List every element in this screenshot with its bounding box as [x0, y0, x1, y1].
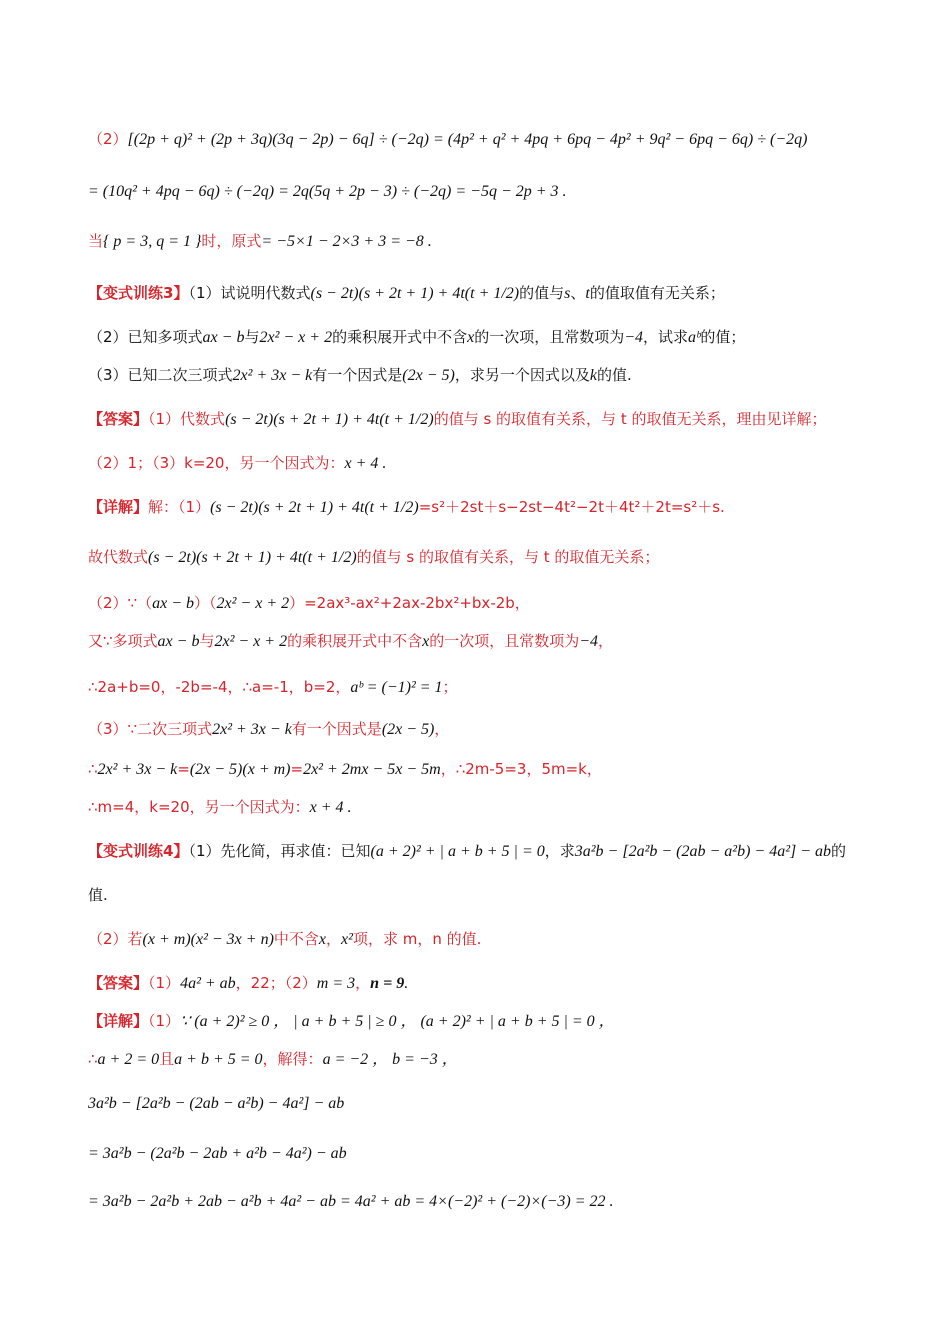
text-run: ，求另一个因式以及 [454, 366, 590, 384]
text-run: 【答案】 [88, 974, 149, 992]
text-line-l21 [88, 1010, 890, 1033]
text-run: a + 2 = 0 [97, 1051, 160, 1068]
text-line-l11 [88, 592, 890, 615]
text-run: = −5×1 − 2×3 + 3 = −8 . [261, 233, 432, 250]
text-run: (2x − 5) [402, 367, 455, 384]
text-run: m = 3 [316, 975, 356, 992]
text-run: ， [326, 930, 342, 948]
text-line-l10 [88, 546, 890, 569]
text-run: 中不含 [273, 930, 319, 948]
text-run: 3a²b − [2a²b − (2ab − a²b) − 4a²] − ab [88, 1095, 345, 1112]
text-run: a + b + 5 = 0 [174, 1051, 263, 1068]
text-run: k [589, 367, 597, 384]
text-run: 的 [831, 842, 847, 860]
text-run: t [585, 285, 590, 302]
text-line-l17 [88, 840, 890, 863]
text-line-l15 [88, 758, 890, 781]
text-run: { p = 3, q = 1 } [103, 233, 202, 250]
text-run: （2） [88, 130, 128, 148]
text-run: ； [442, 678, 458, 696]
text-run: (s − 2t)(s + 2t + 1) + 4t(t + 1/2) [148, 549, 357, 566]
text-run: 的值. [596, 366, 632, 384]
text-run: aᵇ = (−1)² = 1 [350, 679, 443, 696]
text-run: = (10q² + 4pq − 6q) ÷ (−2q) = 2q(5q + 2p − 3) ÷ (−2q) = −5q − 2p + 3 . [88, 183, 567, 200]
text-run: 、 [570, 284, 586, 302]
text-line-l19 [88, 928, 890, 951]
text-run: ）=2ax³-ax²+2ax-2bx²+bx-2b， [289, 594, 530, 612]
text-run: . [404, 975, 409, 992]
text-run: 又∵多项式 [88, 632, 158, 650]
text-line-l7 [88, 408, 890, 431]
text-run: n = 9 [370, 975, 405, 992]
text-line-l22 [88, 1048, 890, 1071]
text-run: x + 4 . [309, 799, 352, 816]
text-run: 的值与 [519, 284, 565, 302]
text-run: 2x² + 3x − k [232, 367, 313, 384]
text-line-l8 [88, 452, 890, 475]
text-run: 的一次项，且常数项为 [429, 632, 580, 650]
text-run: =s²＋2st＋s−2st−4t²−2t＋4t²＋2t=s²＋s. [418, 498, 725, 516]
text-run: s [564, 285, 571, 302]
text-run: ax − b [202, 329, 245, 346]
text-run: 的值； [700, 328, 746, 346]
text-run: 与 [244, 328, 260, 346]
text-line-l5 [88, 326, 890, 349]
text-run: = [290, 760, 304, 778]
text-run: 2x² − x + 2 [216, 595, 290, 612]
text-line-l1 [88, 128, 890, 151]
text-line-l16 [88, 796, 890, 819]
text-run: （1） [148, 974, 181, 992]
text-run: ∴ [88, 760, 98, 778]
text-run: x [422, 633, 430, 650]
text-line-l25 [88, 1190, 890, 1213]
text-run: −4 [624, 329, 643, 346]
text-run: 的乘积展开式中不含 [332, 328, 468, 346]
text-run: （2）已知多项式 [88, 328, 203, 346]
text-run: （3）已知二次三项式 [88, 366, 233, 384]
text-run: （1）先化简，再求值：已知 [188, 842, 371, 860]
text-run: [(2p + q)² + (2p + 3q)(3q − 2p) − 6q] ÷ (−2q) = (4p² + q² + 4pq + 6pq − 4p² + 9q² − 6pq − 6q) ÷ (−2q) [127, 131, 808, 148]
text-run: 值. [88, 886, 108, 904]
text-run: x + 4 . [344, 455, 387, 472]
text-run: 【变式训练4】 [88, 842, 189, 860]
text-run: 时，原式 [201, 232, 262, 250]
text-run: ∴ [88, 1050, 98, 1068]
text-run: 【答案】 [88, 410, 149, 428]
text-run: = 3a²b − 2a²b + 2ab − a²b + 4a² − ab = 4a² + ab = 4×(−2)² + (−2)×(−3) = 22 . [88, 1193, 614, 1210]
text-run: 项，求 m，n 的值. [352, 930, 482, 948]
text-run: 与 [199, 632, 215, 650]
text-run: (s − 2t)(s + 2t + 1) + 4t(t + 1/2) [310, 285, 520, 302]
text-run: 4a² + ab [180, 975, 236, 992]
text-run: 2x² − x + 2 [214, 633, 288, 650]
text-run: 2x² + 3x − k [97, 761, 178, 778]
text-line-l12 [88, 630, 890, 653]
text-line-l13 [88, 676, 890, 699]
text-line-l14 [88, 718, 890, 741]
text-run: (2x − 5)(x + m) [189, 761, 291, 778]
text-run: ax − b [152, 595, 194, 612]
text-run: ，解得： [262, 1050, 323, 1068]
text-line-l24 [88, 1142, 890, 1165]
text-run: （3）∵二次三项式 [88, 720, 213, 738]
text-line-l2 [88, 180, 890, 203]
text-run: ，求 [544, 842, 575, 860]
text-run: ，∴2m-5=3，5m=k， [440, 760, 602, 778]
text-run: 3a²b − [2a²b − (2ab − a²b) − 4a²] − ab [574, 843, 832, 860]
text-run: （2）若 [88, 930, 143, 948]
text-run: 2x² + 3x − k [212, 721, 292, 738]
text-run: ax − b [157, 633, 200, 650]
text-line-l3 [88, 230, 890, 253]
text-run: ，试求 [643, 328, 689, 346]
text-run: (a + 2)² + | a + b + 5 | = 0 [370, 843, 545, 860]
text-run: x [318, 931, 327, 948]
text-run: = [177, 760, 190, 778]
text-run: （2）∵（ [88, 594, 153, 612]
text-run: ∴2a+b=0，-2b=-4，∴a=-1，b=2， [88, 678, 351, 696]
text-run: 的值取值有无关系； [589, 284, 725, 302]
text-line-l23 [88, 1092, 890, 1115]
text-line-l6 [88, 364, 890, 387]
text-line-l18 [88, 884, 890, 906]
text-run: 【变式训练3】 [88, 284, 189, 302]
text-run: (2x − 5) [381, 721, 435, 738]
text-line-l9 [88, 496, 890, 519]
text-run: 2x² − x + 2 [259, 329, 333, 346]
text-run: ∴m=4，k=20，另一个因式为： [88, 798, 310, 816]
text-run: ， [598, 632, 614, 650]
text-run: 【详解】 [88, 498, 149, 516]
text-run: 的值与 s 的取值有关系，与 t 的取值无关系； [356, 548, 660, 566]
text-run: x [467, 329, 475, 346]
text-run: 故代数式 [88, 548, 149, 566]
text-run: ， [434, 720, 450, 738]
text-run: 的乘积展开式中不含 [287, 632, 423, 650]
text-run: 当 [88, 232, 104, 250]
text-run: 【详解】 [88, 1012, 149, 1030]
text-run: ，22；（2） [235, 974, 317, 992]
text-run: 且 [159, 1050, 175, 1068]
text-run: −4 [579, 633, 598, 650]
text-run: (s − 2t)(s + 2t + 1) + 4t(t + 1/2) [210, 499, 419, 516]
text-run: 解：（1） [148, 498, 211, 516]
text-run: （1）代数式 [148, 410, 226, 428]
text-run: x² [341, 931, 353, 948]
text-run: 的一次项，且常数项为 [474, 328, 625, 346]
text-line-l20 [88, 972, 890, 995]
text-run: (x + m)(x² − 3x + n) [142, 931, 274, 948]
text-run: 有一个因式是 [291, 720, 382, 738]
text-run: = 3a²b − (2a²b − 2ab + a²b − 4a²) − ab [88, 1145, 347, 1162]
text-run: a = −2 ， b = −3 ， [322, 1051, 458, 1068]
text-run: 的值与 s 的取值有关系，与 t 的取值无关系，理由见详解； [433, 410, 827, 428]
text-run: ， [355, 974, 371, 992]
text-line-l4 [88, 282, 890, 305]
text-run: 2x² + 2mx − 5x − 5m [303, 761, 441, 778]
text-run: （2）1；（3）k=20，另一个因式为： [88, 454, 345, 472]
text-run: （1） [148, 1012, 181, 1030]
text-run: ）（ [194, 594, 217, 612]
text-run: aᵇ [688, 329, 701, 346]
text-run: ∵ (a + 2)² ≥ 0 ， | a + b + 5 | ≥ 0 ， (a + 2)² + | a + b + 5 | = 0 ， [180, 1013, 615, 1030]
text-run: (s − 2t)(s + 2t + 1) + 4t(t + 1/2) [225, 411, 434, 428]
text-run: （1）试说明代数式 [188, 284, 311, 302]
text-run: 有一个因式是 [312, 366, 403, 384]
